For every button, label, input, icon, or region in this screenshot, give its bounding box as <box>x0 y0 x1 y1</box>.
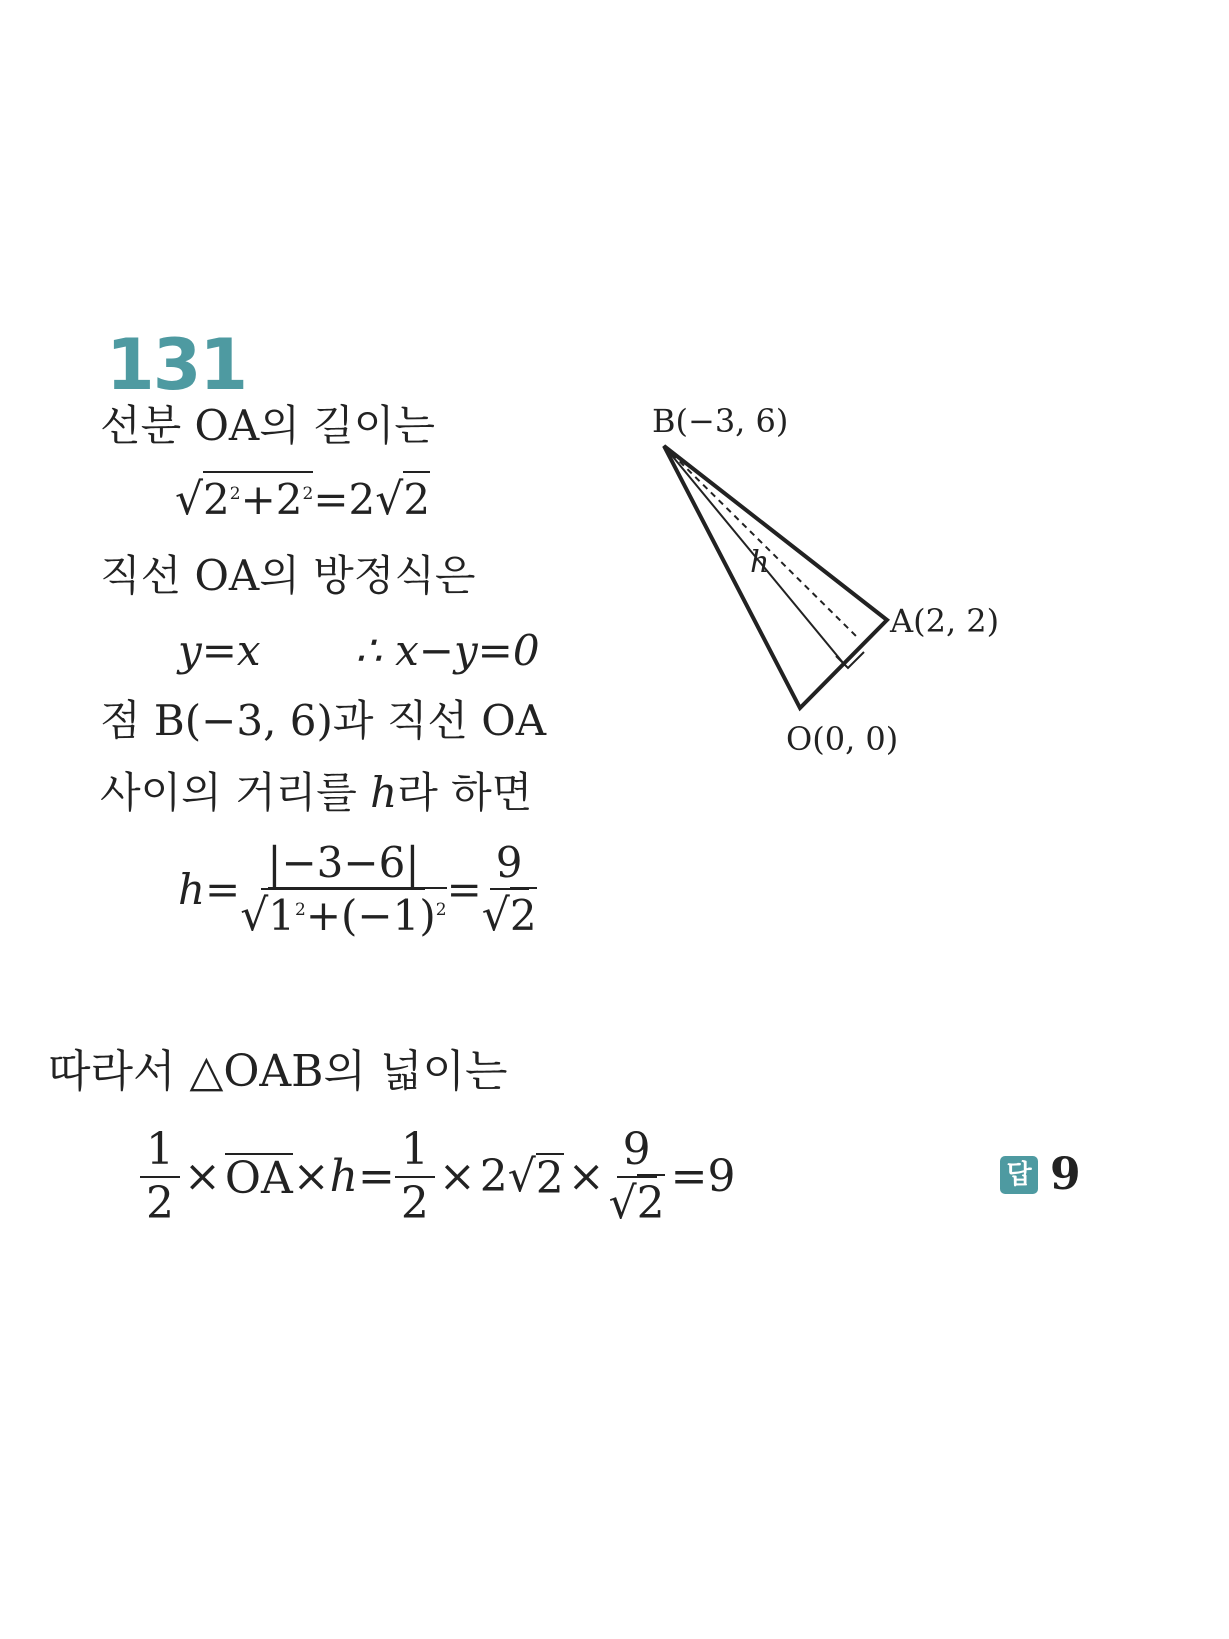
distance-denominator <box>240 890 447 941</box>
half-num: 1 <box>140 1128 180 1178</box>
sqrt-symbol: √ <box>375 474 404 525</box>
distance-numerator: |−3−6| <box>261 842 425 890</box>
sqrt-symbol: √ <box>175 474 204 525</box>
sqrt-symbol: √ <box>507 1151 536 1202</box>
variable-h: h <box>329 1151 358 1202</box>
line-segment-length-intro: 선분 OA의 길이는 <box>100 401 435 450</box>
radicand-two: 2 <box>535 1153 564 1204</box>
distance-intro-line1: 점 B(−3, 6)과 직선 OA <box>100 696 547 745</box>
root2-den: √2 <box>609 1178 665 1226</box>
half-den: 2 <box>146 1178 174 1229</box>
nine-num: 9 <box>617 1128 657 1178</box>
distance-equals: = <box>446 865 482 914</box>
label-o: O(0, 0) <box>786 720 899 758</box>
distance-result-fraction <box>481 838 537 941</box>
half-num: 1 <box>395 1128 435 1178</box>
area-result: =9 <box>670 1151 736 1202</box>
distance-intro-suffix: 라 하면 <box>397 768 533 817</box>
times-symbol: × <box>184 1151 221 1202</box>
result-denominator: √2 <box>482 890 537 938</box>
sqrt-symbol: √ <box>481 890 510 941</box>
area-formula <box>140 1124 736 1229</box>
answer-value: 9 <box>1050 1149 1081 1200</box>
answer-badge: 답 <box>1000 1156 1038 1194</box>
problem-number: 131 <box>106 324 247 406</box>
eq1-exp1: 2 <box>229 484 241 504</box>
distance-variable-h: h <box>370 768 398 817</box>
eq1-term2: +2 <box>240 475 303 524</box>
distance-formula <box>178 838 537 941</box>
perpendicular-h <box>664 446 858 638</box>
nine-over-root2 <box>608 1124 665 1229</box>
eq1-exp2: 2 <box>302 484 314 504</box>
sqrt-symbol: √ <box>608 1178 637 1229</box>
sqrt-symbol: √ <box>240 890 269 941</box>
triangle-diagram <box>600 380 1060 780</box>
distance-intro-prefix: 사이의 거리를 <box>100 768 357 817</box>
half-den: 2 <box>400 1178 429 1229</box>
den-exp1: 2 <box>295 900 306 920</box>
eq1-rhs-radicand: 2 <box>403 471 430 524</box>
distance-intro-line2 <box>100 768 533 817</box>
den-one: 1 <box>268 891 296 940</box>
line-equation: y=x <box>178 626 261 675</box>
distance-fraction <box>240 838 447 941</box>
result-numerator: 9 <box>490 842 529 890</box>
length-equation <box>175 474 431 525</box>
den-exp2: 2 <box>435 900 447 920</box>
label-b: B(−3, 6) <box>652 402 789 440</box>
half-fraction-2 <box>395 1124 435 1229</box>
line-equation-general: ∴ x−y=0 <box>355 626 540 675</box>
den-neg-one: +(−1) <box>305 891 436 940</box>
times-symbol: × <box>292 1151 330 1202</box>
eq1-rhs: =2 <box>313 475 376 524</box>
label-h: h <box>750 545 770 580</box>
times-symbol: × <box>567 1151 605 1202</box>
segment-oa: OA <box>224 1153 293 1204</box>
answer <box>1000 1149 1081 1200</box>
h-lhs: h= <box>178 865 241 914</box>
label-a: A(2, 2) <box>890 602 1000 640</box>
eq1-term1: 2 <box>203 475 230 524</box>
equals-symbol: = <box>357 1151 395 1202</box>
two-coefficient: 2 <box>479 1151 508 1202</box>
times-symbol: × <box>438 1151 476 1202</box>
area-intro: 따라서 △OAB의 넓이는 <box>48 1046 508 1097</box>
half-fraction <box>140 1124 180 1229</box>
line-equation-intro: 직선 OA의 방정식은 <box>100 551 476 600</box>
